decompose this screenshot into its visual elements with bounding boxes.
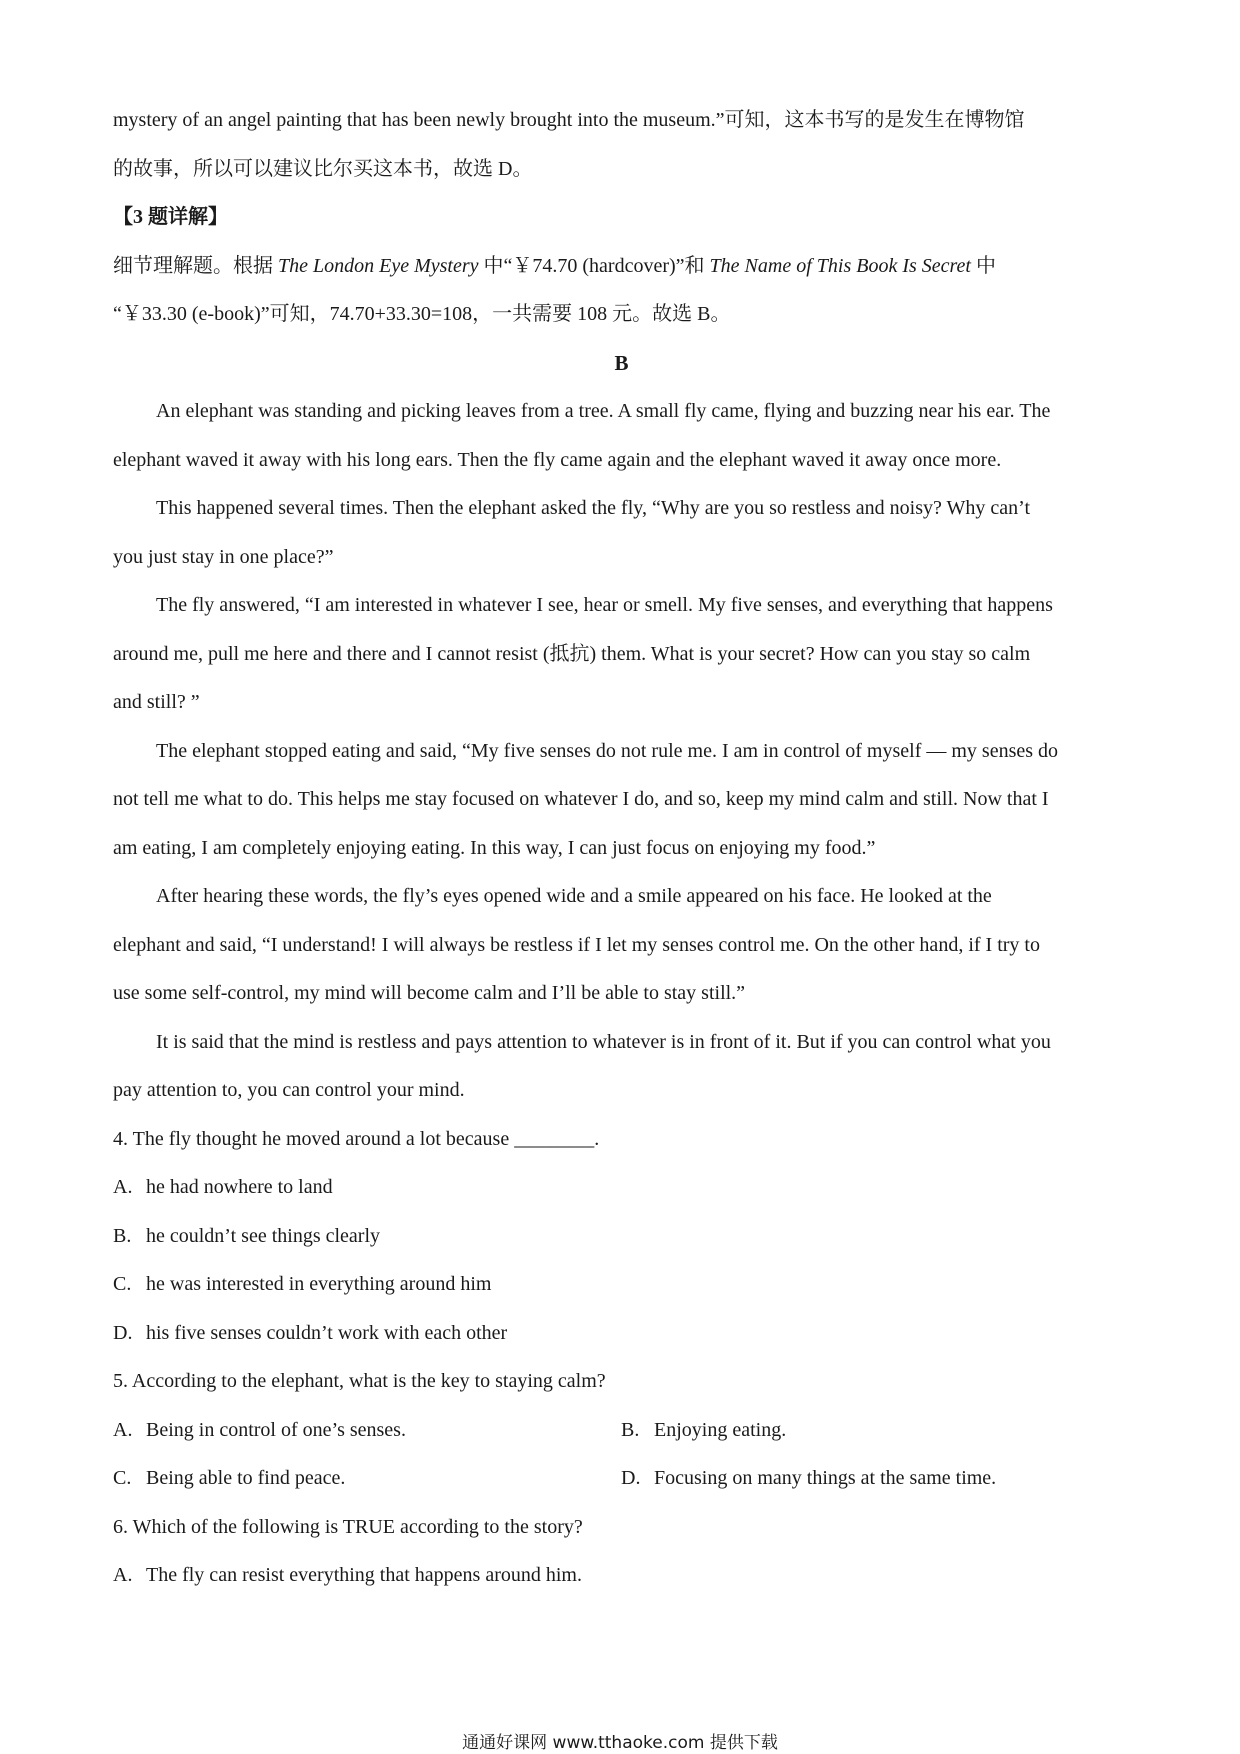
question-5-row-2 [113, 1454, 1130, 1503]
passage-line: elephant and said, “I understand! I will always be restless if I let my senses control me. On the other hand, if I try to [113, 933, 1040, 956]
explanation-prefix: 细节理解题。根据 [113, 254, 278, 277]
option-d[interactable]: D. Focusing on many things at the same time. [621, 1467, 997, 1489]
option-c[interactable]: C. Being able to find peace. [113, 1467, 346, 1489]
option-c[interactable]: C. he was interested in everything around him [113, 1273, 492, 1295]
passage-b [113, 387, 1130, 1115]
passage-line: elephant waved it away with his long ears. Then the fly came again and the elephant waved it away once more. [113, 448, 1002, 471]
option-a[interactable]: A. The fly can resist everything that happens around him. [113, 1564, 582, 1586]
passage-line: use some self-control, my mind will become calm and I’ll be able to stay still.” [113, 982, 746, 1004]
passage-line: It is said that the mind is restless and pays attention to whatever is in front of it. But if you can control what you [156, 1030, 1051, 1053]
passage-line: around me, pull me here and there and I cannot resist (抵抗) them. What is your secret? How can you stay so calm [113, 642, 1031, 665]
explanation-line-2: 的故事，所以可以建议比尔买这本书，故选 D。 [113, 157, 533, 180]
question-6-stem: 6. Which of the following is TRUE according to the story? [113, 1515, 583, 1538]
book-title-name-secret: The Name of This Book Is Secret [709, 254, 971, 277]
option-b[interactable]: B. he couldn’t see things clearly [113, 1224, 381, 1247]
option-b[interactable]: B. Enjoying eating. [621, 1418, 787, 1441]
explanation-line-3b: “￥33.30 (e-book)”可知，74.70+33.30=108，一共需要 108 元。故选 B。 [113, 303, 731, 325]
passage-line: An elephant was standing and picking leaves from a tree. A small fly came, flying and buzzing near his ear. The [156, 400, 1051, 422]
passage-line: and still? ” [113, 691, 200, 713]
passage-line: The fly answered, “I am interested in whatever I see, hear or smell. My five senses, and everything that happens [156, 594, 1053, 616]
explanation-line-3a [113, 242, 1130, 291]
passage-line: This happened several times. Then the elephant asked the fly, “Why are you so restless and noisy? Why can’t [156, 497, 1030, 519]
question-4-stem: 4. The fly thought he moved around a lot because ________. [113, 1127, 600, 1150]
footer-watermark: 通通好课网 www.tthaoke.com 提供下载 [462, 1733, 778, 1753]
passage-line: The elephant stopped eating and said, “My five senses do not rule me. I am in control of myself — my senses do [156, 739, 1059, 762]
explanation-suffix: 中 [971, 254, 996, 277]
option-a[interactable]: A. Being in control of one’s senses. [113, 1418, 406, 1441]
passage-line: pay attention to, you can control your mind. [113, 1079, 465, 1101]
option-d[interactable]: D. his five senses couldn’t work with each other [113, 1321, 508, 1344]
section-b-title: B [614, 350, 629, 375]
book-title-london-eye: The London Eye Mystery [278, 254, 479, 277]
passage-line: After hearing these words, the fly’s eyes opened wide and a smile appeared on his face. He looked at the [156, 885, 992, 907]
option-a[interactable]: A. he had nowhere to land [113, 1176, 333, 1198]
explanation-line-1: mystery of an angel painting that has been newly brought into the museum.”可知，这本书写的是发生在博物馆 [113, 109, 1025, 131]
explanation-mid: 中“￥74.70 (hardcover)”和 [478, 254, 710, 277]
passage-line: you just stay in one place?” [113, 545, 334, 568]
document-page [113, 96, 1130, 1600]
question-5-stem: 5. According to the elephant, what is the key to staying calm? [113, 1370, 606, 1392]
passage-line: not tell me what to do. This helps me stay focused on whatever I do, and so, keep my mind calm and still. Now that I [113, 788, 1049, 810]
passage-line: am eating, I am completely enjoying eating. In this way, I can just focus on enjoying my food.” [113, 836, 876, 859]
question-3-heading: 【3 题详解】 [113, 206, 228, 228]
question-5-row-1 [113, 1406, 1130, 1455]
question-4-options [113, 1163, 1130, 1357]
